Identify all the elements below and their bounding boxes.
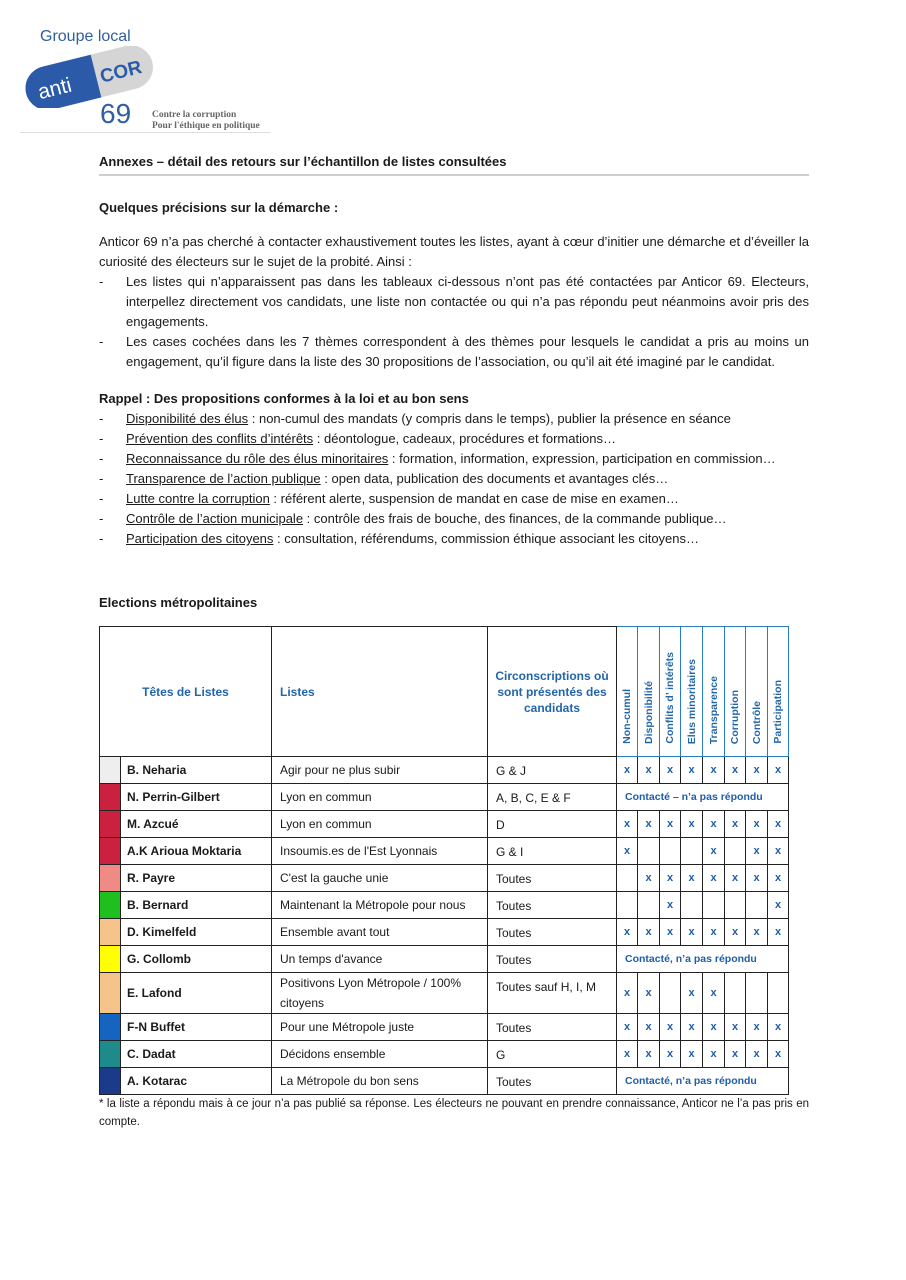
theme-mark: x bbox=[768, 1014, 789, 1041]
theme-mark: x bbox=[703, 973, 725, 1014]
theme-mark: x bbox=[725, 757, 746, 784]
header-theme: Participation bbox=[768, 627, 789, 757]
theme-desc: : déontologue, cadeaux, procédures et formations… bbox=[313, 431, 616, 446]
theme-mark: x bbox=[681, 1014, 703, 1041]
theme-mark: x bbox=[660, 865, 681, 892]
theme-item bbox=[99, 529, 809, 549]
theme-mark: x bbox=[638, 757, 660, 784]
theme-mark: x bbox=[768, 1041, 789, 1068]
theme-item bbox=[99, 449, 809, 469]
theme-mark: x bbox=[617, 811, 638, 838]
theme-mark: x bbox=[768, 892, 789, 919]
response-note: Contacté – n’a pas répondu bbox=[617, 784, 789, 811]
table-row bbox=[100, 811, 789, 838]
theme-mark: x bbox=[681, 1041, 703, 1068]
anticor-logo bbox=[18, 28, 278, 138]
table-row bbox=[100, 784, 789, 811]
theme-mark: x bbox=[725, 919, 746, 946]
theme-mark bbox=[746, 892, 768, 919]
theme-mark: x bbox=[768, 757, 789, 784]
tete-de-liste: R. Payre bbox=[121, 865, 272, 892]
precisions-heading: Quelques précisions sur la démarche : bbox=[99, 200, 339, 215]
theme-mark: x bbox=[638, 1041, 660, 1068]
theme-item bbox=[99, 509, 809, 529]
theme-mark bbox=[768, 973, 789, 1014]
theme-mark: x bbox=[746, 1014, 768, 1041]
themes-list bbox=[99, 409, 809, 549]
table-body bbox=[100, 757, 789, 1095]
theme-item bbox=[99, 409, 809, 429]
liste-name: Lyon en commun bbox=[272, 784, 488, 811]
tete-de-liste: B. Neharia bbox=[121, 757, 272, 784]
header-theme: Transparence bbox=[703, 627, 725, 757]
circonscriptions: Toutes bbox=[488, 892, 617, 919]
table-row bbox=[100, 973, 789, 1014]
party-color-swatch bbox=[100, 757, 121, 784]
theme-mark: x bbox=[617, 757, 638, 784]
tete-de-liste: F-N Buffet bbox=[121, 1014, 272, 1041]
theme-item bbox=[99, 489, 809, 509]
table-row bbox=[100, 892, 789, 919]
theme-mark: x bbox=[725, 865, 746, 892]
tete-de-liste: N. Perrin-Gilbert bbox=[121, 784, 272, 811]
circonscriptions: G & J bbox=[488, 757, 617, 784]
party-color-swatch bbox=[100, 946, 121, 973]
theme-mark: x bbox=[703, 865, 725, 892]
table-row bbox=[100, 865, 789, 892]
theme-mark bbox=[660, 838, 681, 865]
tete-de-liste: G. Collomb bbox=[121, 946, 272, 973]
footnote: * la liste a répondu mais à ce jour n’a pas publié sa réponse. Les électeurs ne pouvant en prendre connaissance, Anticor ne l’a pas pris en compte. bbox=[99, 1098, 809, 1128]
table-row bbox=[100, 946, 789, 973]
theme-mark: x bbox=[660, 811, 681, 838]
liste-name: Décidons ensemble bbox=[272, 1041, 488, 1068]
theme-mark: x bbox=[638, 865, 660, 892]
theme-mark: x bbox=[681, 919, 703, 946]
party-color-swatch bbox=[100, 1041, 121, 1068]
method-bullets bbox=[99, 272, 809, 372]
theme-mark: x bbox=[617, 973, 638, 1014]
results-table bbox=[99, 626, 789, 1095]
header-tetes: Têtes de Listes bbox=[100, 627, 272, 757]
party-color-swatch bbox=[100, 865, 121, 892]
header-theme: Non-cumul bbox=[617, 627, 638, 757]
liste-name: Lyon en commun bbox=[272, 811, 488, 838]
theme-mark: x bbox=[617, 919, 638, 946]
tete-de-liste: B. Bernard bbox=[121, 892, 272, 919]
logo-divider bbox=[20, 132, 270, 133]
theme-mark: x bbox=[703, 1041, 725, 1068]
theme-mark bbox=[681, 838, 703, 865]
theme-mark: x bbox=[746, 919, 768, 946]
circonscriptions: G bbox=[488, 1041, 617, 1068]
theme-term: Participation des citoyens bbox=[126, 531, 274, 546]
theme-mark: x bbox=[768, 811, 789, 838]
tete-de-liste: C. Dadat bbox=[121, 1041, 272, 1068]
document-body bbox=[99, 152, 809, 1131]
circonscriptions: A, B, C, E & F bbox=[488, 784, 617, 811]
theme-mark bbox=[638, 838, 660, 865]
header-theme: Conflits d’ intérêts bbox=[660, 627, 681, 757]
theme-mark: x bbox=[703, 838, 725, 865]
liste-name: Un temps d'avance bbox=[272, 946, 488, 973]
logo-number: 69 bbox=[100, 98, 132, 129]
theme-mark bbox=[725, 892, 746, 919]
party-color-swatch bbox=[100, 973, 121, 1014]
theme-mark: x bbox=[638, 1014, 660, 1041]
liste-name: La Métropole du bon sens bbox=[272, 1068, 488, 1095]
response-note: Contacté, n’a pas répondu bbox=[617, 1068, 789, 1095]
logo-group-label: Groupe local bbox=[40, 28, 131, 45]
party-color-swatch bbox=[100, 892, 121, 919]
theme-mark bbox=[660, 973, 681, 1014]
theme-desc: : non-cumul des mandats (y compris dans le temps), publier la présence en séance bbox=[248, 411, 731, 426]
theme-mark: x bbox=[768, 838, 789, 865]
party-color-swatch bbox=[100, 1068, 121, 1095]
header-theme: Elus minoritaires bbox=[681, 627, 703, 757]
theme-desc: : contrôle des frais de bouche, des finances, de la commande publique… bbox=[303, 511, 727, 526]
theme-mark: x bbox=[681, 973, 703, 1014]
page-title: Annexes – détail des retours sur l’échantillon de listes consultées bbox=[99, 152, 809, 176]
party-color-swatch bbox=[100, 784, 121, 811]
circonscriptions: Toutes bbox=[488, 919, 617, 946]
theme-mark bbox=[725, 838, 746, 865]
theme-mark bbox=[638, 892, 660, 919]
theme-item bbox=[99, 469, 809, 489]
pill-logo-icon bbox=[18, 46, 158, 108]
theme-mark bbox=[617, 865, 638, 892]
liste-name: Insoumis.es de l'Est Lyonnais bbox=[272, 838, 488, 865]
liste-name: Positivons Lyon Métropole / 100% citoyens bbox=[272, 973, 488, 1014]
tete-de-liste: D. Kimelfeld bbox=[121, 919, 272, 946]
header-theme: Contrôle bbox=[746, 627, 768, 757]
theme-mark: x bbox=[703, 919, 725, 946]
theme-desc: : référent alerte, suspension de mandat en case de mise en examen… bbox=[269, 491, 679, 506]
theme-mark: x bbox=[638, 919, 660, 946]
liste-name: Maintenant la Métropole pour nous bbox=[272, 892, 488, 919]
table-row bbox=[100, 1068, 789, 1095]
theme-mark bbox=[617, 892, 638, 919]
rappel-heading: Rappel : Des propositions conformes à la loi et au bon sens bbox=[99, 391, 469, 406]
theme-mark: x bbox=[660, 892, 681, 919]
theme-mark: x bbox=[725, 811, 746, 838]
table-row bbox=[100, 1041, 789, 1068]
theme-term: Contrôle de l’action municipale bbox=[126, 511, 304, 526]
theme-desc: : formation, information, expression, participation en commission… bbox=[388, 451, 776, 466]
theme-mark: x bbox=[746, 865, 768, 892]
theme-mark: x bbox=[660, 1041, 681, 1068]
circonscriptions: Toutes sauf H, I, M bbox=[488, 973, 617, 1014]
intro-paragraph: Anticor 69 n’a pas cherché à contacter exhaustivement toutes les listes, ayant à cœur d’initier une démarche et d’éveiller la curiosité des électeurs sur le sujet de la probité. Ainsi : bbox=[99, 234, 809, 269]
logo-cor-text: COR bbox=[97, 57, 145, 88]
theme-term: Lutte contre la corruption bbox=[126, 491, 270, 506]
theme-mark bbox=[703, 892, 725, 919]
theme-mark: x bbox=[681, 865, 703, 892]
theme-mark: x bbox=[725, 1014, 746, 1041]
theme-mark: x bbox=[660, 919, 681, 946]
theme-mark: x bbox=[703, 1014, 725, 1041]
theme-item bbox=[99, 429, 809, 449]
party-color-swatch bbox=[100, 811, 121, 838]
circonscriptions: G & I bbox=[488, 838, 617, 865]
table-row bbox=[100, 1014, 789, 1041]
circonscriptions: Toutes bbox=[488, 1014, 617, 1041]
party-color-swatch bbox=[100, 838, 121, 865]
logo-tagline-2: Pour l'éthique en politique bbox=[152, 121, 260, 131]
theme-mark: x bbox=[660, 757, 681, 784]
tete-de-liste: E. Lafond bbox=[121, 973, 272, 1014]
party-color-swatch bbox=[100, 919, 121, 946]
theme-mark: x bbox=[768, 865, 789, 892]
party-color-swatch bbox=[100, 1014, 121, 1041]
theme-mark: x bbox=[660, 1014, 681, 1041]
table-row bbox=[100, 838, 789, 865]
theme-mark: x bbox=[681, 757, 703, 784]
header-listes: Listes bbox=[272, 627, 488, 757]
theme-mark: x bbox=[703, 811, 725, 838]
theme-mark: x bbox=[617, 1014, 638, 1041]
circonscriptions: Toutes bbox=[488, 1068, 617, 1095]
theme-mark: x bbox=[681, 811, 703, 838]
theme-term: Disponibilité des élus bbox=[126, 411, 249, 426]
theme-mark bbox=[725, 973, 746, 1014]
theme-mark bbox=[746, 973, 768, 1014]
theme-mark: x bbox=[725, 1041, 746, 1068]
bullet-item: - Les listes qui n’apparaissent pas dans les tableaux ci-dessous n’ont pas été contactées par Anticor 69. Electeurs, interpellez directement vos candidats, une liste non contactée ou qui n’a pas répondu peut néanmoins avoir pris des engagements. bbox=[99, 272, 809, 332]
theme-mark: x bbox=[746, 811, 768, 838]
liste-name: Pour une Métropole juste bbox=[272, 1014, 488, 1041]
table-header-row bbox=[100, 627, 789, 757]
circonscriptions: Toutes bbox=[488, 946, 617, 973]
theme-term: Prévention des conflits d’intérêts bbox=[126, 431, 314, 446]
theme-mark: x bbox=[746, 1041, 768, 1068]
tete-de-liste: M. Azcué bbox=[121, 811, 272, 838]
liste-name: Ensemble avant tout bbox=[272, 919, 488, 946]
liste-name: Agir pour ne plus subir bbox=[272, 757, 488, 784]
section-title: Elections métropolitaines bbox=[99, 595, 258, 610]
header-theme: Corruption bbox=[725, 627, 746, 757]
header-theme: Disponibilité bbox=[638, 627, 660, 757]
liste-name: C'est la gauche unie bbox=[272, 865, 488, 892]
response-note: Contacté, n’a pas répondu bbox=[617, 946, 789, 973]
theme-mark: x bbox=[638, 973, 660, 1014]
tete-de-liste: A. Kotarac bbox=[121, 1068, 272, 1095]
circonscriptions: Toutes bbox=[488, 865, 617, 892]
bullet-item: - Les cases cochées dans les 7 thèmes correspondent à des thèmes pour lesquels le candidat a pris au moins un engagement, qu’il figure dans la liste des 30 propositions de l’association, ou qu’il ait été imaginé par le candidat. bbox=[99, 332, 809, 372]
theme-mark: x bbox=[617, 838, 638, 865]
theme-mark: x bbox=[617, 1041, 638, 1068]
header-circonscriptions: Circonscriptions où sont présentés des candidats bbox=[488, 627, 617, 757]
theme-term: Transparence de l’action publique bbox=[126, 471, 321, 486]
theme-mark bbox=[681, 892, 703, 919]
theme-desc: : consultation, référendums, commission éthique associant les citoyens… bbox=[273, 531, 700, 546]
theme-mark: x bbox=[746, 838, 768, 865]
table-row bbox=[100, 919, 789, 946]
theme-term: Reconnaissance du rôle des élus minoritaires bbox=[126, 451, 389, 466]
theme-desc: : open data, publication des documents et avantages clés… bbox=[320, 471, 669, 486]
circonscriptions: D bbox=[488, 811, 617, 838]
theme-mark: x bbox=[746, 757, 768, 784]
logo-anti-text: anti bbox=[35, 73, 75, 105]
theme-mark: x bbox=[703, 757, 725, 784]
theme-mark: x bbox=[768, 919, 789, 946]
theme-mark: x bbox=[638, 811, 660, 838]
table-row bbox=[100, 757, 789, 784]
tete-de-liste: A.K Arioua Moktaria bbox=[121, 838, 272, 865]
logo-tagline-1: Contre la corruption bbox=[152, 110, 237, 120]
